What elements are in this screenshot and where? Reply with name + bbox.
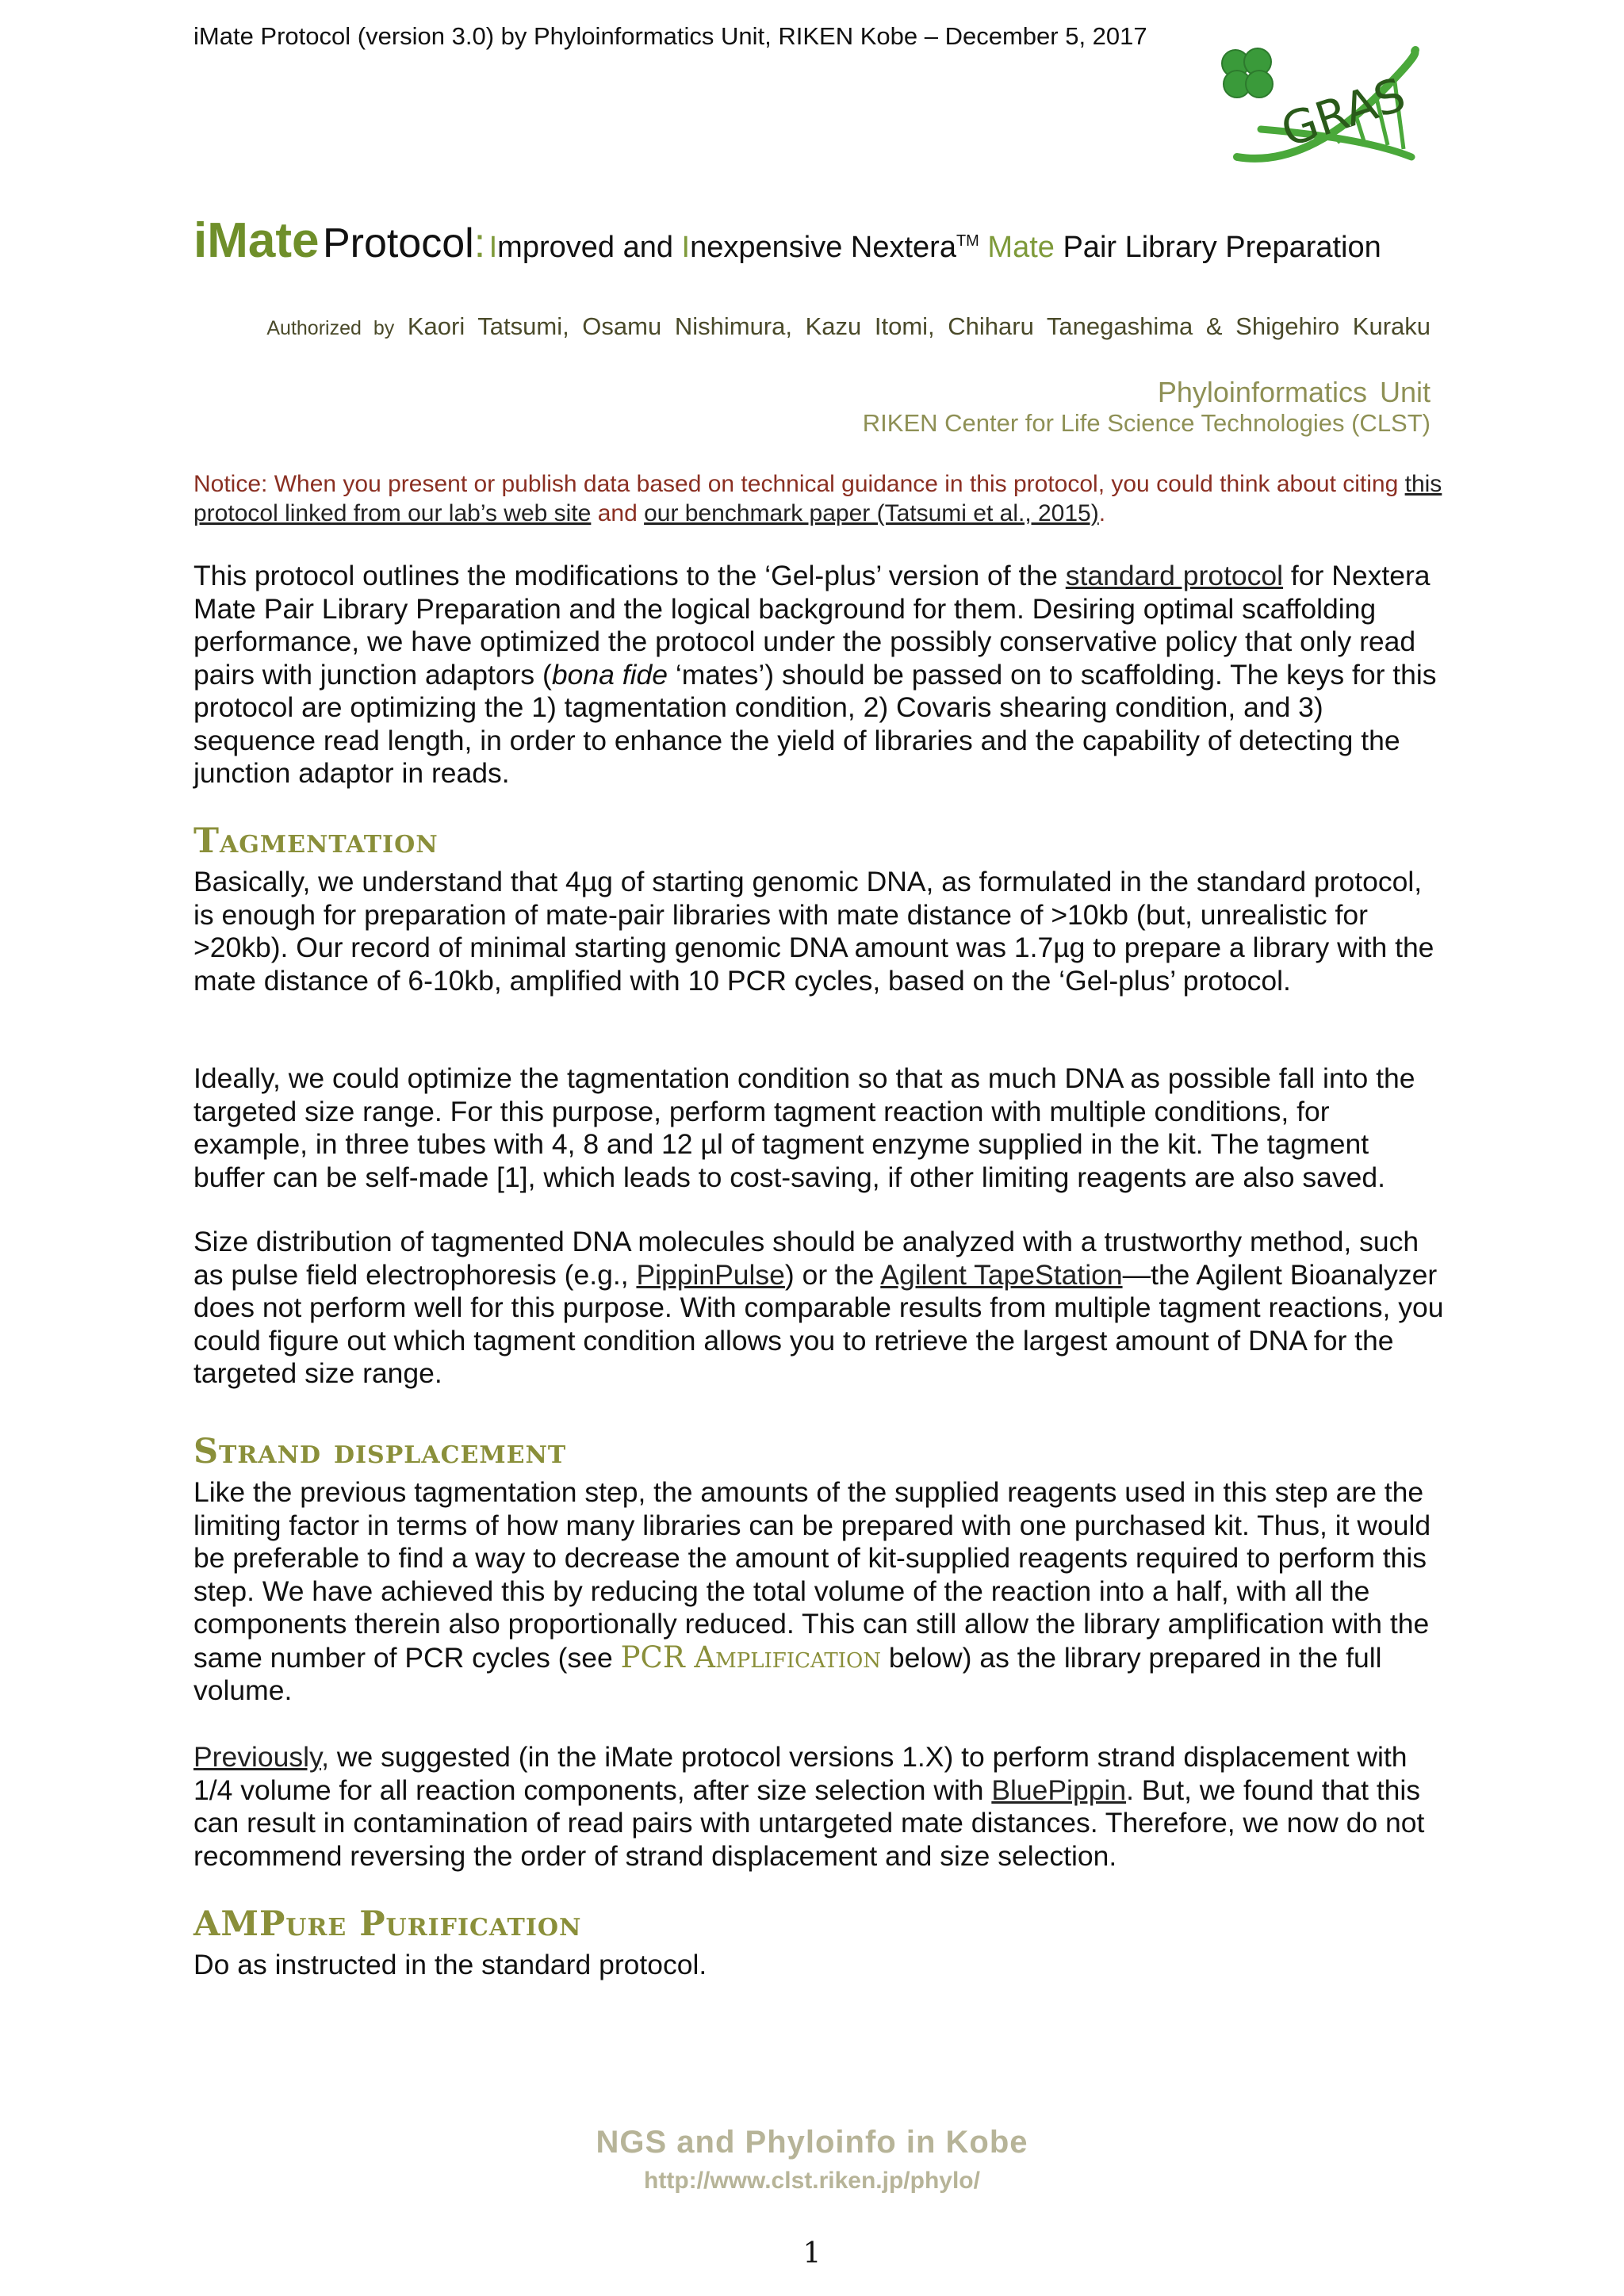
authors-names: Kaori Tatsumi, Osamu Nishimura, Kazu Itomi, Chiharu Tanegashima & Shigehiro Kuraku [407, 312, 1431, 340]
strand-displacement-heading: Strand displacement [193, 1432, 567, 1471]
clover-leaves-icon [1222, 48, 1273, 98]
authors-line [266, 312, 1431, 341]
strand-paragraph-1: Like the previous tagmentation step, the amounts of the supplied reagents used in this step are the limiting factor in terms of how many libraries can be prepared with one purchased kit. Thus, it would be preferable to find a way to decrease the amount of kit-supplied reagents required to perform this step. We have achieved this by reducing the total volume of the reaction into a half, with all the components therein also proportionally reduced. This can still allow the library amplification with the same number of PCR cycles (see PCR Amplification below) as the library prepared in the full volume. [193, 1476, 1431, 1706]
affiliation-unit: Phyloinformatics Unit [1157, 376, 1431, 408]
ampure-heading: AMPure Purification [193, 1904, 582, 1944]
tagmentation-paragraph-2: Ideally, we could optimize the tagmentation condition so that as much DNA as possible fall into the targeted size range. For this purpose, perform tagment reaction with multiple conditions, for example, in three tubes with 4, 8 and 12 µl of tagment enzyme supplied in the kit. The tagment buffer can be self-made [1], which leads to cost-saving, if other limiting reagents are also saved. [193, 1062, 1415, 1193]
title-colon: : [473, 220, 486, 266]
affiliation-center: RIKEN Center for Life Science Technologies (CLST) [862, 409, 1431, 437]
tapestation-link[interactable]: Agilent TapeStation [880, 1258, 1123, 1291]
protocol-web-link[interactable]: this protocol linked from our lab’s web site [193, 471, 1442, 526]
footer-title: NGS and Phyloinfo in Kobe [596, 2125, 1028, 2160]
footer-url[interactable]: http://www.clst.riken.jp/phylo/ [644, 2168, 980, 2194]
intro-paragraph: This protocol outlines the modifications to the ‘Gel-plus’ version of the standard protocol for Nextera Mate Pair Library Preparation and the logical background for them. Desiring optimal scaffolding performance, we have optimized the protocol under the possibly conservative policy that only read pairs with junction adaptors (bona fide ‘mates’) should be passed on to scaffolding. The keys for this protocol are optimizing the 1) tagmentation condition, 2) Covaris shearing condition, and 3) sequence read length, in order to enhance the yield of libraries and the capability of detecting the junction adaptor in reads. [193, 560, 1437, 789]
page-title [193, 212, 1381, 269]
ampure-paragraph: Do as instructed in the standard protocol. [193, 1949, 707, 1980]
tagmentation-paragraph-3: Size distribution of tagmented DNA molecules should be analyzed with a trustworthy method, such as pulse field electrophoresis (e.g., PippinPulse) or the Agilent TapeStation—the Agilent Bioanalyzer does not perform well for this purpose. With comparable results from multiple tagment reactions, you could figure out which tagment condition allows you to retrieve the largest amount of DNA for the targeted size range. [193, 1226, 1444, 1389]
strand-paragraph-2: Previously, we suggested (in the iMate protocol versions 1.X) to perform strand displacement with 1/4 volume for all reaction components, after size selection with BluePippin. But, we found that this can result in contamination of read pairs with untargeted mate distances. Therefore, we now do not recommend reversing the order of strand displacement and size selection. [193, 1741, 1425, 1872]
bluepippin-link[interactable]: BluePippin [991, 1774, 1127, 1806]
benchmark-paper-link[interactable]: our benchmark paper (Tatsumi et al., 2015) [644, 500, 1099, 526]
standard-protocol-link[interactable]: standard protocol [1065, 560, 1284, 591]
title-protocol: Protocol [322, 220, 474, 266]
previously-link[interactable]: Previously, [193, 1741, 329, 1773]
pcr-amplification-ref: PCR Amplification [620, 1640, 882, 1674]
authors-label: Authorized by [266, 317, 395, 339]
gras-logo-icon [1213, 46, 1419, 165]
citation-notice: Notice: When you present or publish data based on technical guidance in this protocol, you could think about citing this protocol linked from our lab’s web site and our benchmark paper (Tatsumi et al., 2015). [193, 471, 1442, 526]
page-number: 1 [802, 2237, 822, 2270]
title-subtitle: Improved and Inexpensive Nextera™ Mate Pair Library Preparation [488, 231, 1381, 264]
tagmentation-paragraph-1: Basically, we understand that 4µg of starting genomic DNA, as formulated in the standard protocol, is enough for preparation of mate-pair libraries with mate distance of >10kb (but, unrealistic for >20kb). Our record of minimal starting genomic DNA amount was 1.7µg to prepare a library with the mate distance of 6-10kb, amplified with 10 PCR cycles, based on the ‘Gel-plus’ protocol. [193, 866, 1434, 997]
tagmentation-heading: Tagmentation [193, 821, 439, 861]
running-header: iMate Protocol (version 3.0) by Phyloinformatics Unit, RIKEN Kobe – December 5, 2017 [193, 22, 1147, 50]
pippinpulse-link[interactable]: PippinPulse [636, 1258, 785, 1291]
logo-text: GRAS [1274, 67, 1412, 158]
title-imate: iMate [193, 213, 320, 268]
